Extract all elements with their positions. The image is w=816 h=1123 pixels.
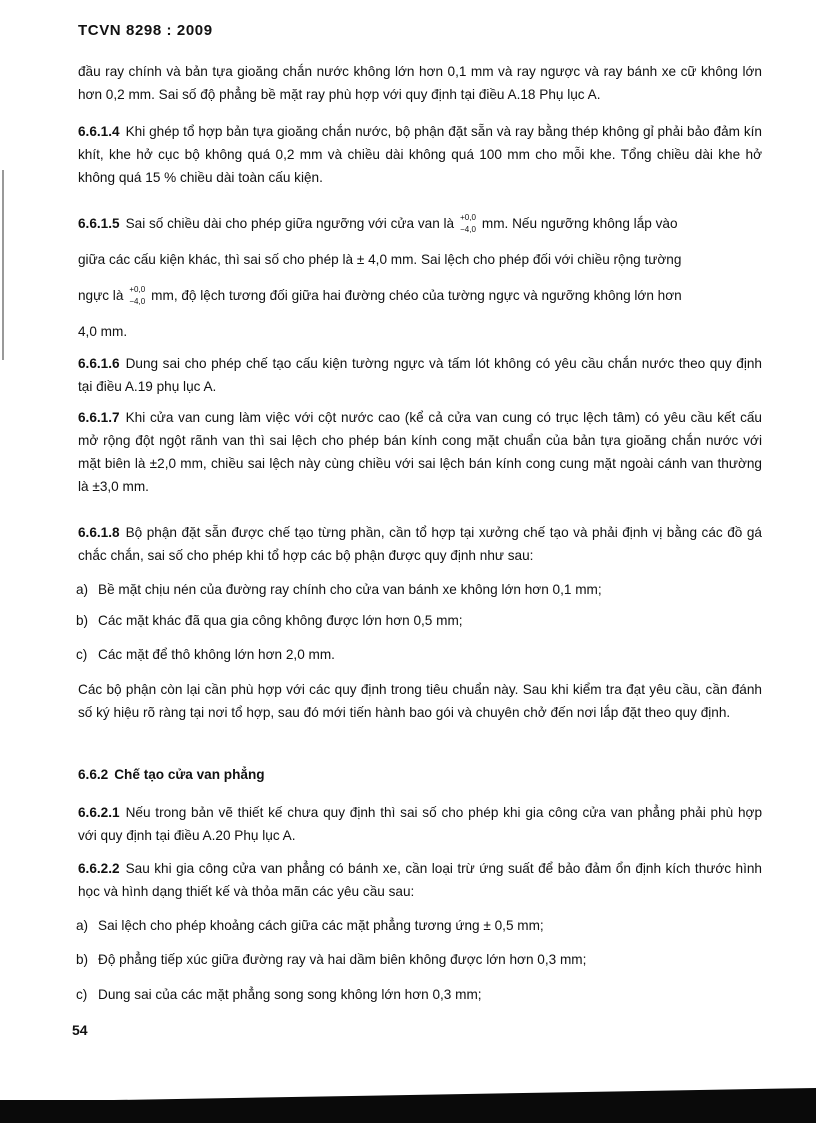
section-number: 6.6.1.7	[78, 410, 120, 425]
list-item-text: Bề mặt chịu nén của đường ray chính cho cửa van bánh xe không lớn hơn 0,1 mm;	[98, 582, 602, 597]
section-text: Khi ghép tổ hợp bản tựa gioăng chắn nước, bộ phận đặt sẵn và ray bằng thép không gỉ phải bảo đảm kín khít, khe hở cục bộ không quá 0,2 mm và chiều dài không quá 100 mm cho mỗi khe. Tổng chiều dài khe hở không quá 15 % chiều dài toàn cấu kiện.	[78, 124, 762, 185]
section-text: mm, độ lệch tương đối giữa hai đường chéo của tường ngực và ngưỡng không lớn hơn	[151, 288, 682, 303]
section-heading-6-6-2	[78, 767, 265, 782]
tolerance-upper: +0,0	[460, 213, 476, 223]
list-item	[76, 948, 762, 971]
section-text: Sau khi gia công cửa van phẳng có bánh xe, cần loại trừ ứng suất để bảo đảm ổn định kích thước hình học và hình dạng thiết kế và thỏa mãn các yêu cầu sau:	[78, 861, 762, 899]
page-number: 54	[72, 1022, 88, 1038]
tolerance-fraction	[460, 212, 476, 236]
section-6-6-1-7	[78, 406, 762, 498]
list-item-text: Dung sai của các mặt phẳng song song không lớn hơn 0,3 mm;	[98, 987, 482, 1002]
list-item	[76, 643, 762, 666]
section-6-6-2-2	[78, 857, 762, 903]
section-text: 4,0 mm.	[78, 324, 128, 339]
section-text: giữa các cấu kiện khác, thì sai số cho phép là ± 4,0 mm. Sai lệch cho phép đối với chiều rộng tường	[78, 252, 682, 267]
section-6-6-1-6	[78, 352, 762, 398]
section-6-6-2-1	[78, 801, 762, 847]
list-item	[76, 914, 762, 937]
list-item-text: Độ phẳng tiếp xúc giữa đường ray và hai dầm biên không được lớn hơn 0,3 mm;	[98, 952, 587, 967]
list-item-text: Các mặt khác đã qua gia công không được lớn hơn 0,5 mm;	[98, 613, 463, 628]
list-item	[76, 578, 762, 601]
paragraph-after-list: Các bộ phận còn lại cần phù hợp với các quy định trong tiêu chuẩn này. Sau khi kiểm tra đạt yêu cầu, cần đánh số ký hiệu rõ ràng tại nơi tổ hợp, sau đó mới tiến hành bao gói và chuyên chở đến nơi lắp đặt theo quy định.	[78, 682, 762, 720]
section-number: 6.6.1.5	[78, 216, 120, 231]
section-number: 6.6.1.6	[78, 356, 120, 371]
list-item-label: c)	[76, 647, 88, 662]
section-number: 6.6.2.2	[78, 861, 120, 876]
section-text: Sai số chiều dài cho phép giữa ngưỡng với cửa van là	[125, 216, 455, 231]
section-number: 6.6.2	[78, 767, 109, 782]
list-item-label: b)	[76, 952, 89, 967]
paragraph-intro: đầu ray chính và bản tựa gioăng chắn nước không lớn hơn 0,1 mm và ray ngược và ray bánh xe cữ không lớn hơn 0,2 mm. Sai số độ phẳng bề mặt ray phù hợp với quy định tại điều A.18 Phụ lục A.	[78, 64, 762, 102]
scan-edge-mark	[2, 170, 4, 360]
document-header: TCVN 8298 : 2009	[78, 22, 213, 39]
section-6-6-1-4	[78, 120, 762, 189]
list-item-label: a)	[76, 582, 89, 597]
section-text: ngực là	[78, 288, 124, 303]
tolerance-fraction	[129, 284, 145, 308]
list-item	[76, 983, 762, 1006]
section-text: mm. Nếu ngưỡng không lắp vào	[481, 216, 678, 231]
list-item-text: Sai lệch cho phép khoảng cách giữa các mặt phẳng tương ứng ± 0,5 mm;	[98, 918, 544, 933]
scan-bottom-bar	[0, 1100, 816, 1123]
tolerance-upper: +0,0	[129, 285, 146, 295]
tolerance-lower: −4,0	[129, 297, 146, 307]
section-number: 6.6.1.4	[78, 124, 120, 139]
section-6-6-1-8	[78, 521, 762, 567]
section-number: 6.6.1.8	[78, 525, 120, 540]
list-item	[76, 609, 762, 632]
list-item-label: b)	[76, 613, 89, 628]
section-6-6-1-5	[78, 205, 762, 349]
section-title: Chế tạo cửa van phẳng	[114, 767, 265, 782]
section-text: Bộ phận đặt sẵn được chế tạo từng phần, cần tổ hợp tại xưởng chế tạo và phải định vị bằng các đồ gá chắc chắn, sai số cho phép khi tổ hợp các bộ phận được quy định như sau:	[78, 525, 762, 563]
section-number: 6.6.2.1	[78, 805, 120, 820]
section-text: Khi cửa van cung làm việc với cột nước cao (kể cả cửa van cung có trục lệch tâm) có yêu cầu kết cấu mở rộng đột ngột rãnh van thì sai lệch cho phép bán kính cong mặt chuẩn của bản tựa gioăng chắn nước với mặt biên là ±2,0 mm, chiều sai lệch này cùng chiều với sai lệch bán kính cong cung mặt ngoài cánh van thường là ±3,0 mm.	[78, 410, 762, 494]
section-text: Nếu trong bản vẽ thiết kế chưa quy định thì sai số cho phép khi gia công cửa van phẳng phải phù hợp với quy định tại điều A.20 Phụ lục A.	[78, 805, 762, 843]
tolerance-lower: −4,0	[460, 225, 476, 235]
section-text: Dung sai cho phép chế tạo cấu kiện tường ngực và tấm lót không có yêu cầu chắn nước theo quy định tại điều A.19 phụ lục A.	[78, 356, 762, 394]
list-item-label: a)	[76, 918, 89, 933]
list-item-text: Các mặt để thô không lớn hơn 2,0 mm.	[98, 647, 335, 662]
list-item-label: c)	[76, 987, 88, 1002]
